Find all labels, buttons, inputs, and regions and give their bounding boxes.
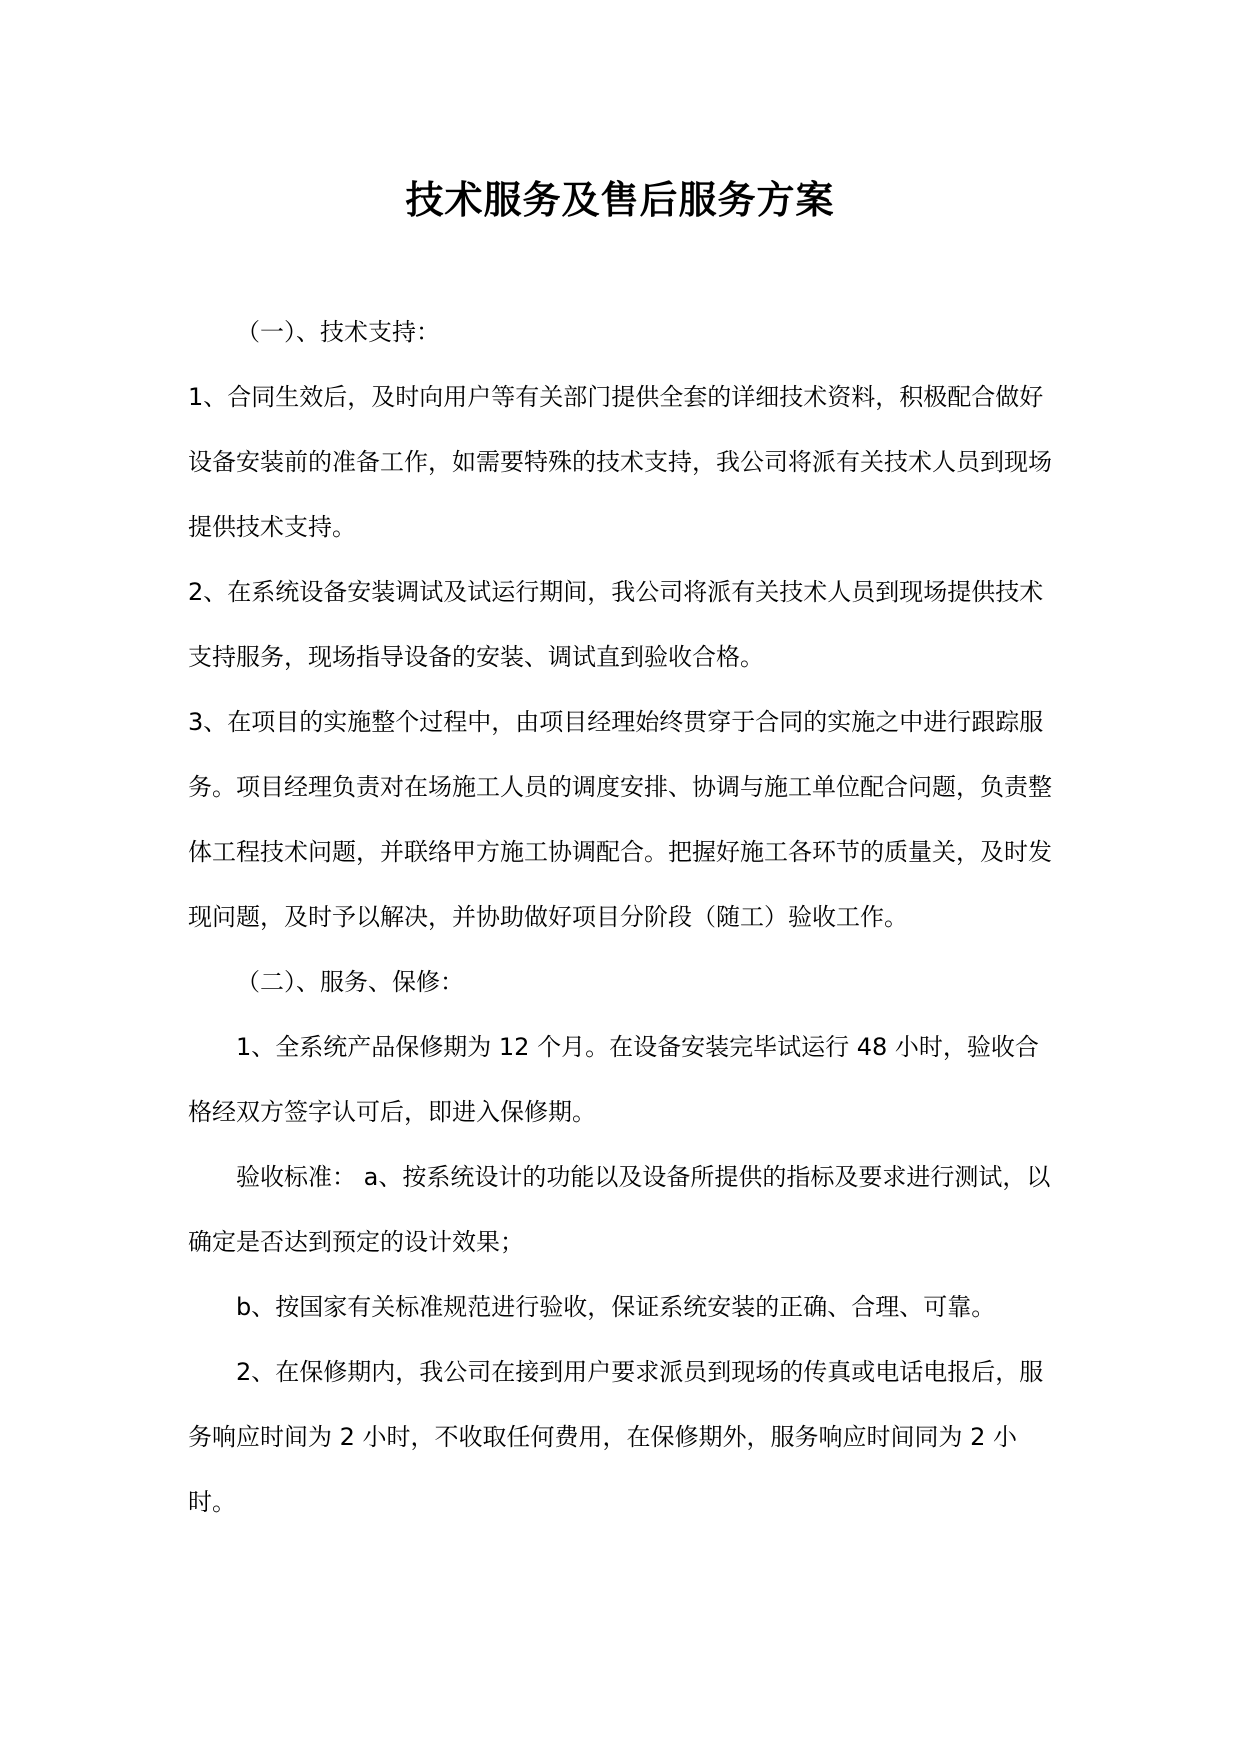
- section-heading-service-warranty: （二）、服务、保修：: [236, 968, 464, 996]
- paragraph-warranty-item-2: 2、在保修期内，我公司在接到用户要求派员到现场的传真或电话电报后，服务响应时间为 2 小时，不收取任何费用，在保修期外，服务响应时间同为 2 小时。: [188, 1358, 1044, 1516]
- paragraph-acceptance-standard-b: b、按国家有关标准规范进行验收，保证系统安装的正确、合理、可靠。: [236, 1293, 996, 1321]
- paragraph-support-item-3: 3、在项目的实施整个过程中，由项目经理始终贯穿于合同的实施之中进行跟踪服务。项目经理负责对在场施工人员的调度安排、协调与施工单位配合问题，负责整体工程技术问题，并联络甲方施工协调配合。把握好施工各环节的质量关，及时发现问题，及时予以解决，并协助做好项目分阶段（随工）验收工作。: [188, 708, 1052, 931]
- document-body: [188, 300, 1058, 1535]
- paragraph-warranty-item-1: 1、全系统产品保修期为 12 个月。在设备安装完毕试运行 48 小时，验收合格经双方签字认可后，即进入保修期。: [188, 1033, 1039, 1126]
- document-title: 技术服务及售后服务方案: [405, 178, 835, 222]
- paragraph-support-item-2: 2、在系统设备安装调试及试运行期间，我公司将派有关技术人员到现场提供技术支持服务，现场指导设备的安装、调试直到验收合格。: [188, 578, 1044, 671]
- paragraph-support-item-1: 1、合同生效后，及时向用户等有关部门提供全套的详细技术资料，积极配合做好设备安装前的准备工作，如需要特殊的技术支持，我公司将派有关技术人员到现场提供技术支持。: [188, 383, 1052, 541]
- paragraph-acceptance-standard-a: 验收标准： a、按系统设计的功能以及设备所提供的指标及要求进行测试，以确定是否达到预定的设计效果；: [188, 1163, 1051, 1256]
- section-heading-technical-support: （一）、技术支持：: [236, 318, 440, 346]
